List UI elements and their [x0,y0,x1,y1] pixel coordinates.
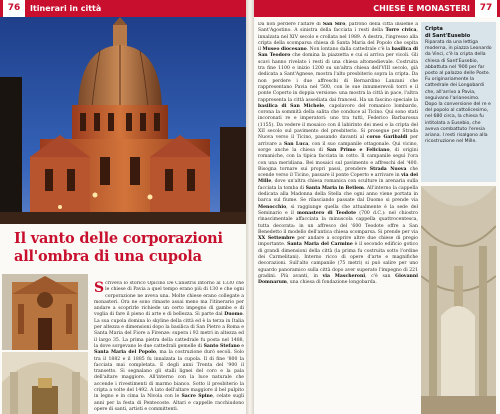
cathedral-photo [0,17,246,224]
church-facade-photo [2,274,88,350]
body-column-1: Scriveva lo storico Opicino De Canistris intorno al 1330 che le chiese di Pavia a quel tempo erano più di 130 e che ogni corporazione ne aveva una. Molte chiese erano collegate a monasteri. Ora ne sono rimaste assai meno ma l'itinerario per andare a scoprirle richiede un certo impegno di gambe e di voglia di fare il pieno di arte e di bellezza. Si parte dal Duomo. La sua cupola domina lo skyline della città ed è la terza in Italia per altezza e dimensioni dopo la basilica di San Pietro a Roma e Santa Maria del Fiore a Firenze: supera i 92 metri in altezza ed il largo 35. La prima pietra della cattedrale fu posta nel 1488, la dove sorgevano le due cattedrali gemelle di Santo Stefano e Santa Maria del Popolo, ma la costruzione durò secoli. Solo tra il 1882 e il 1885 fu innalzata la cupola. Il di fine '800 la facciata mai completata. E degli anni Trenta del '900 il transetto. Si segnalano gli stalli lignei del coro e la pala dell'altare maggiore. All'interno con la luce naturale che accende i rivestimenti di marmo bianco. Sotto il presbiterio la cripta a volte del 1492. A lato dell'altare maggiore il bel pulpito in legno e in cima la Nivola con le Sacre Spine, celate sugli anni per la festa di Pentecoste. Altari e cappelle racchiudono opere di santi, artisti e committenti. [94,281,244,412]
right-page-number: 77 [475,0,497,17]
article-headline [14,230,246,266]
sidebar-text: Riparata da una lettiga moderna, in piazza Leonardo da Vinci, c'è la cripta della chiesa di Sant'Eusebio, abbattuta nel '900 per far posto al palazzo delle Poste. Fu originariamente la cattedrale dei Longobardi che, all'arrivo a Pavia, seguivano l'arianesimo. Dopo la conversione del re e del popolo al cattolicesimo, nel 680 circa, la chiesa fu intitolata a Eusebio, che aveva combattuto l'eresia ariana. I resti risalgono alla ricostruzione nel Mille. [425,40,492,145]
headline-line-2: all'ombra di una cupola [14,248,202,265]
page-gutter [246,0,254,414]
left-page-number: 76 [3,0,25,17]
body-column-2: Da non perdere l'altare di San Siro, patrono della città insieme a Sant'Agostino. A sinistra della facciata i resti della Torre civica, innalzata nel XIV secolo e crollata nel 1989. A destra, l'ingresso alla cripta della scomparsa chiesa di Santa Maria del Popolo che ospita il Museo diocesano. Non lontano dalla cattedrale c'è la basilica di San Teodoro che domina la piazzetta e cui si arriva per vicoli. Gli scavi hanno rivelato i resti di una chiesa altomedievale. Costruita tra fine 1100 e inizio 1200 su un'altra chiesa dell'VIII secolo, già dedicata a Sant'Agnese, mostra l'alto presbiterio sopra la cripta. Da non perdere i due affreschi di Bernardino Lanzani che rappresentano Pavia nel '500, con le sue innumerevoli torri e il ponte Coperto in doppia versione: una mostra la città in pace, l'altra rappresenta la città assediata dai francesi. Ha un fascino speciale la basilica di San Michele, capolavoro del romanico lombardo, corona la sommità della salita che conduce al Ticino. Qui sono stati incoronati re e imperatori: uno tra tutti, Federico Barbarossa (1155). Da vedere il mosaico con il labirinto dei mesi e la cripta del XII secolo sul pavimento del presbiterio. Si prosegue per Strada Nuova verso il Ticino, passando davanti al corso Garibaldi per arrivare a San Luca, con il suo campanile ottagonale. Qui vicino, sorge anche la chiesa di San Primo e Feliciano, di origini romaniche, con la tipica facciata in cotto. Il campanile seguì l'ora con una meridiana. Bei mosaici sul pavimento e affreschi del '400. Bisogna tornare sui propri passi, prendere Strada Nuova che scende verso il Ticino, passare il ponte Coperto e arrivare in via dei Mille, dove un'altra chiesa romanica con sculture in arenaria sulla facciata la tomba di Santa Maria in Betlem. All'interno la cappella dedicata alla Madonna della Stella che ogni anno viene portata in barca sul fiume. Se rilasciando passate dal Duomo si prende via Menocchio, si raggiunge quella che attualmente è la sede del Seminario e il monastero di Teodote (700 d.C.): nel chiostro rinascimentale affacciata la minuscola cappella quattrocentesca, tutta decorata: in un affresco del '600 Teodote offre a San Benedetto il modello dell'antica chiesa scomparsa. Si prende per via XX Settembre per andare a scoprire altre due chiese di pregio importante. Santa Maria del Carmine è il secondo edificio gotico di grandi dimensioni della città (la prima fu costruita sotto l'ordine dei Carmelitani). Interno ricco di opere d'arte e magnifiche decorazioni. Sull'alto campanile (75 metri) si può salire per uno sguardo panoramico sulla città dopo aver superato l'impegno di 221 gradini. Più avanti, in via Mascheroni, c'è san Giovanni Domnarum, una chiesa di fondazione longobarda. [258,22,418,286]
crypt-interior-photo [421,186,496,414]
sidebar-box-crypt [421,22,496,182]
sidebar-title: Cripta di Sant'Eusebio [425,26,471,39]
right-section-title: CHIESE E MONASTERI [373,4,470,13]
cathedral-interior-photo [2,352,88,414]
left-section-title: Itinerari in città [30,4,102,13]
drop-cap: S [94,281,105,296]
headline-line-1: Il vanto delle corporazioni [14,230,223,247]
